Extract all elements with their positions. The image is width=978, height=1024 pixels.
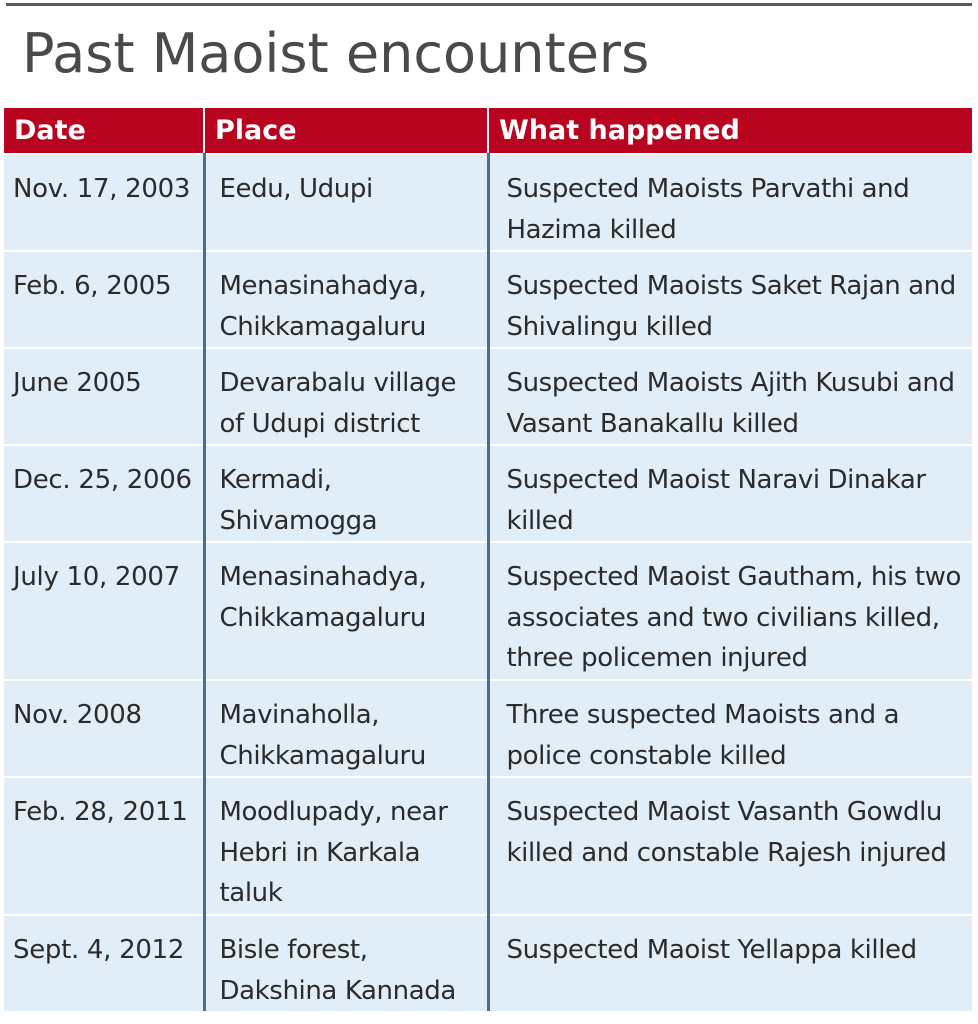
date-cell: Nov. 17, 2003 bbox=[4, 154, 204, 251]
table-header-row bbox=[4, 108, 972, 154]
what-happened-cell: Three suspected Maoists and a police constable killed bbox=[488, 680, 972, 777]
what-happened-cell: Suspected Maoists Ajith Kusubi and Vasant Banakallu killed bbox=[488, 348, 972, 445]
date-cell: Dec. 25, 2006 bbox=[4, 445, 204, 542]
table-row bbox=[4, 445, 972, 542]
place-cell: Moodlupady, near Hebri in Karkala taluk bbox=[204, 777, 488, 915]
column-header-place: Place bbox=[204, 108, 488, 154]
place-cell: Mavinaholla, Chikkamagaluru bbox=[204, 680, 488, 777]
what-happened-cell: Suspected Maoist Naravi Dinakar killed bbox=[488, 445, 972, 542]
table-row bbox=[4, 154, 972, 251]
date-cell: July 10, 2007 bbox=[4, 542, 204, 680]
date-cell: Nov. 2008 bbox=[4, 680, 204, 777]
table-row bbox=[4, 915, 972, 1011]
table-row bbox=[4, 777, 972, 915]
table-row bbox=[4, 542, 972, 680]
date-cell: Feb. 28, 2011 bbox=[4, 777, 204, 915]
date-cell: Feb. 6, 2005 bbox=[4, 251, 204, 348]
place-cell: Menasinahadya, Chikkamagaluru bbox=[204, 542, 488, 680]
date-cell: Sept. 4, 2012 bbox=[4, 915, 204, 1011]
place-cell: Bisle forest, Dakshina Kannada bbox=[204, 915, 488, 1011]
place-cell: Menasinahadya, Chikkamagaluru bbox=[204, 251, 488, 348]
table-row bbox=[4, 251, 972, 348]
what-happened-cell: Suspected Maoists Parvathi and Hazima killed bbox=[488, 154, 972, 251]
what-happened-cell: Suspected Maoist Vasanth Gowdlu killed and constable Rajesh injured bbox=[488, 777, 972, 915]
place-cell: Kermadi, Shivamogga bbox=[204, 445, 488, 542]
page-title: Past Maoist encounters bbox=[22, 22, 650, 85]
what-happened-cell: Suspected Maoist Yellappa killed bbox=[488, 915, 972, 1011]
place-cell: Eedu, Udupi bbox=[204, 154, 488, 251]
date-cell: June 2005 bbox=[4, 348, 204, 445]
encounters-table bbox=[4, 108, 972, 1011]
table-row bbox=[4, 680, 972, 777]
place-cell: Devarabalu village of Udupi district bbox=[204, 348, 488, 445]
what-happened-cell: Suspected Maoist Gautham, his two associates and two civilians killed, three policemen injured bbox=[488, 542, 972, 680]
what-happened-cell: Suspected Maoists Saket Rajan and Shivalingu killed bbox=[488, 251, 972, 348]
top-rule bbox=[6, 3, 972, 6]
table-row bbox=[4, 348, 972, 445]
column-header-date: Date bbox=[4, 108, 204, 154]
column-header-what-happened: What happened bbox=[488, 108, 972, 154]
